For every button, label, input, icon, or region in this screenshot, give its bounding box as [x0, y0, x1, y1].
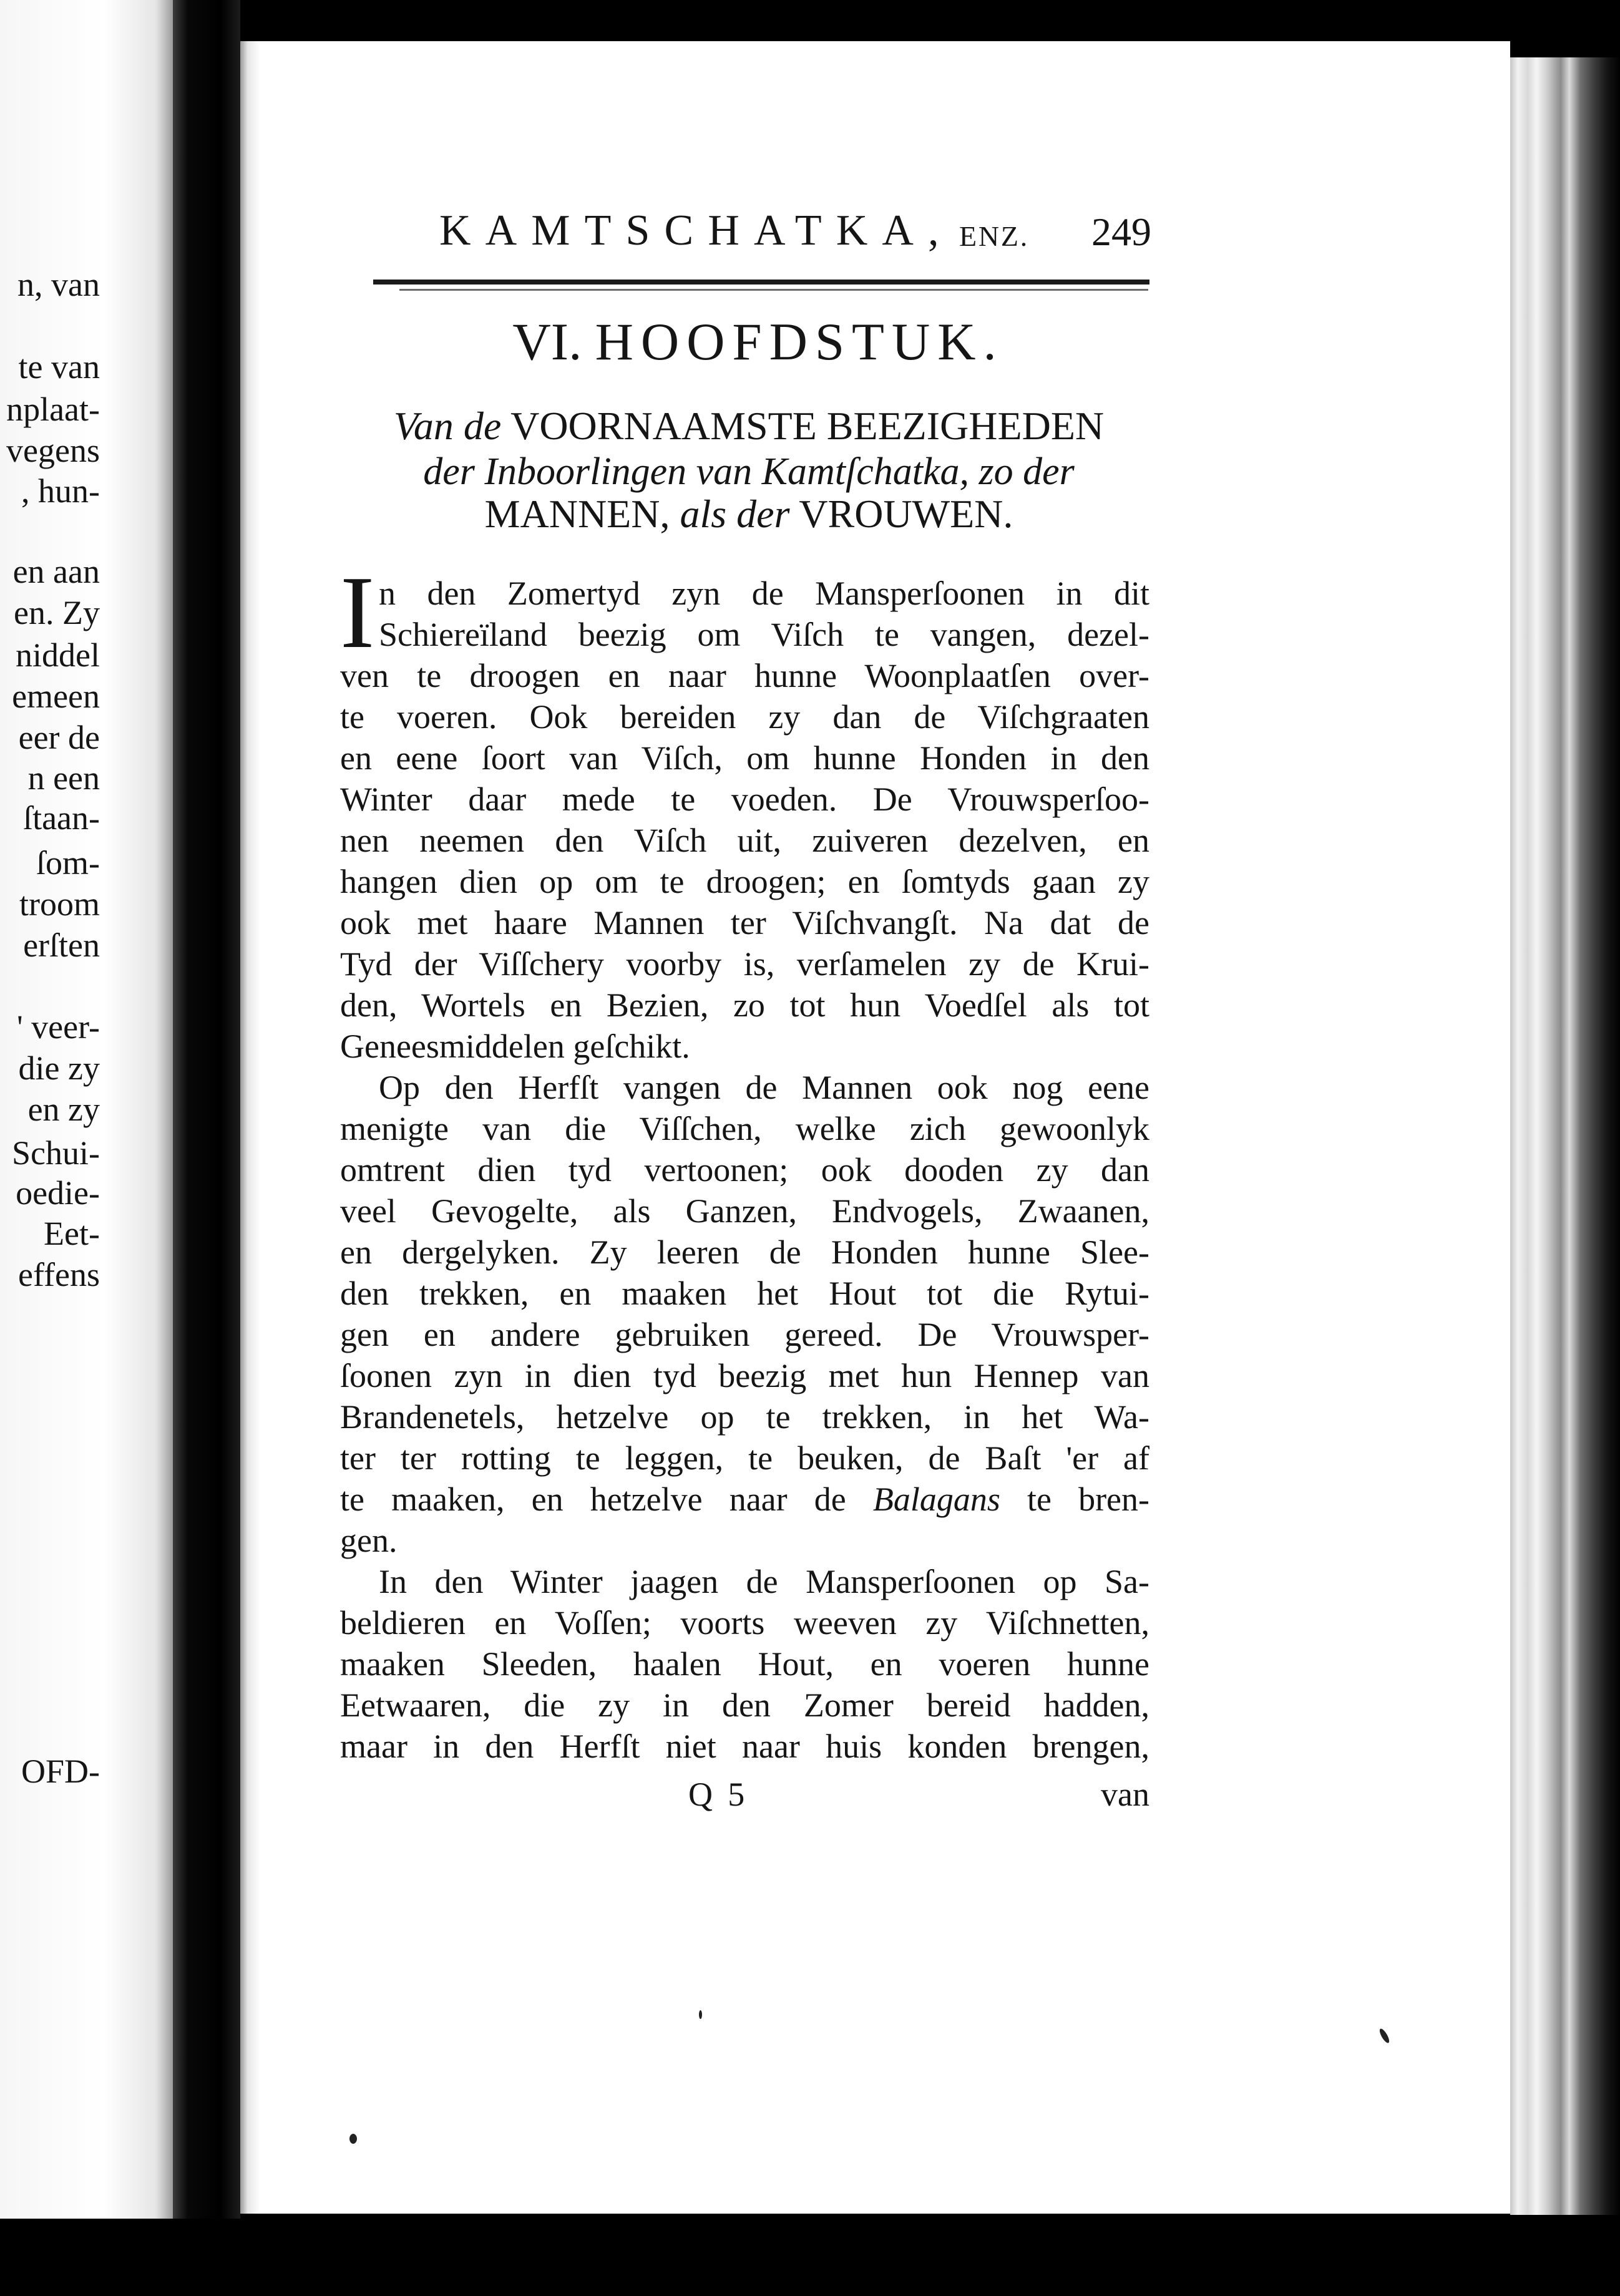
text-line: Geneesmiddelen geſchikt.: [340, 1028, 690, 1065]
left-page-line: , hun-: [21, 472, 100, 510]
chapter-title: HOOFDSTUK.: [595, 313, 1004, 371]
left-page-line: die zy: [18, 1049, 100, 1087]
text-line: In den Winter jaagen de Mansperſoonen op Sa-: [379, 1563, 1149, 1600]
left-page-line: vegens: [6, 432, 100, 469]
text-line: veel Gevogelte, als Ganzen, Endvogels, Zwaanen,: [340, 1192, 1149, 1230]
page-edges: [1510, 57, 1620, 2215]
left-page-line: n een: [27, 759, 100, 797]
subtitle-roman: VOORNAAMSTE BEEZIGHEDEN: [510, 404, 1105, 448]
text-line: ven te droogen en naar hunne Woonplaatſen over-: [340, 657, 1149, 694]
scan-speck: [699, 2010, 702, 2019]
italic-term: Balagans: [872, 1481, 1000, 1518]
text-line: beldieren en Voſſen; voorts weeven zy Viſchnetten,: [340, 1604, 1149, 1642]
page-number: 249: [1091, 210, 1151, 254]
left-page-line: ſom-: [36, 844, 100, 882]
subtitle-roman: MANNEN,: [484, 492, 670, 536]
text-line: en eene ſoort van Viſch, om hunne Honden in den: [340, 739, 1149, 777]
left-page-line: niddel: [16, 636, 100, 674]
text-line: Schiereïland beezig om Viſch te vangen, dezel-: [379, 616, 1149, 653]
left-page-line: OFD-: [21, 1753, 100, 1790]
text-line: en dergelyken. Zy leeren de Honden hunne Slee-: [340, 1233, 1149, 1271]
text-line: nen neemen den Viſch uit, zuiveren dezelven, en: [340, 822, 1149, 859]
chapter-subtitle-line-2: der Inboorlingen van Kamtſchatka, zo der: [423, 450, 1075, 493]
text-line: menigte van die Viſſchen, welke zich gewoonlyk: [340, 1110, 1149, 1147]
text-segment: te maaken, en hetzelve naar de: [340, 1481, 846, 1518]
left-page-line: eer de: [18, 719, 100, 756]
left-page-line: ' veer-: [16, 1008, 100, 1046]
text-line: den trekken, en maaken het Hout tot die Rytui-: [340, 1275, 1149, 1312]
running-title: KAMTSCHATKA,: [439, 207, 954, 255]
subtitle-italic: als der: [680, 492, 790, 536]
left-page-line: en zy: [27, 1091, 100, 1128]
text-line: gen en andere gebruiken gereed. De Vrouwsper-: [340, 1316, 1149, 1353]
chapter-subtitle-line-1: [343, 406, 1154, 446]
scan-speck: [349, 2134, 357, 2144]
chapter-subtitle-line-3: [343, 494, 1154, 534]
text-line: Winter daar mede te voeden. De Vrouwsperſoo-: [340, 781, 1149, 818]
left-facing-page: [0, 0, 173, 2219]
text-line: ook met haare Mannen ter Viſchvangſt. Na dat de: [340, 904, 1149, 941]
left-page-line: te van: [18, 348, 100, 386]
subtitle-roman: VROUWEN.: [799, 492, 1013, 536]
left-page-line: emeen: [12, 678, 100, 715]
left-page-line: nplaat-: [6, 391, 100, 428]
text-line: Tyd der Viſſchery voorby is, verſamelen zy de Krui-: [340, 945, 1149, 983]
left-page-line: erſten: [23, 927, 100, 964]
body-text: [340, 573, 1149, 1767]
header-rule: [373, 280, 1149, 285]
drop-cap: I: [340, 555, 375, 669]
left-page-line: en aan: [12, 553, 100, 590]
text-line: te voeren. Ook bereiden zy dan de Viſchgraaten: [340, 698, 1149, 736]
text-line: ſoonen zyn in dien tyd beezig met hun Hennep van: [340, 1357, 1149, 1394]
catchword: van: [1101, 1776, 1149, 1813]
text-line: Eetwaaren, die zy in den Zomer bereid hadden,: [340, 1686, 1149, 1724]
text-line: maaken Sleeden, haalen Hout, en voeren hunne: [340, 1645, 1149, 1683]
text-line: hangen dien op om te droogen; en ſomtyds gaan zy: [340, 863, 1149, 900]
text-line: maar in den Herfſt niet naar huis konden brengen,: [340, 1728, 1149, 1765]
text-line: gen.: [340, 1522, 398, 1559]
left-page-line: n, van: [17, 266, 100, 303]
left-page-line: troom: [19, 885, 100, 923]
left-page-line: effens: [18, 1256, 100, 1293]
text-line: Brandenetels, hetzelve op te trekken, in het Wa-: [340, 1398, 1149, 1436]
text-line: Op den Herfſt vangen de Mannen ook nog eene: [379, 1069, 1149, 1106]
chapter-number: VI.: [512, 313, 582, 371]
header-rule-thin: [399, 289, 1148, 291]
left-page-line: en. Zy: [14, 594, 100, 631]
text-line: omtrent dien tyd vertoonen; ook dooden zy dan: [340, 1151, 1149, 1189]
subtitle-italic: Van de: [393, 404, 502, 448]
text-line: ter ter rotting te leggen, te beuken, de Baſt 'er af: [340, 1439, 1149, 1477]
running-title-suffix: ENZ.: [959, 220, 1029, 252]
chapter-heading: [353, 313, 1164, 371]
signature-mark: Q 5: [688, 1776, 748, 1813]
left-page-line: Schui-: [12, 1134, 100, 1172]
text-line: n den Zomertyd zyn de Mansperſoonen in dit: [379, 575, 1149, 612]
book-gutter: [173, 0, 240, 2219]
left-page-line: Eet-: [44, 1215, 100, 1252]
text-line: den, Wortels en Bezien, zo tot hun Voedſel als tot: [340, 986, 1149, 1024]
left-page-line: oedie-: [16, 1174, 100, 1212]
text-line: [340, 1479, 1149, 1520]
text-segment: te bren-: [1027, 1481, 1149, 1518]
left-page-line: ſtaan-: [23, 799, 100, 837]
